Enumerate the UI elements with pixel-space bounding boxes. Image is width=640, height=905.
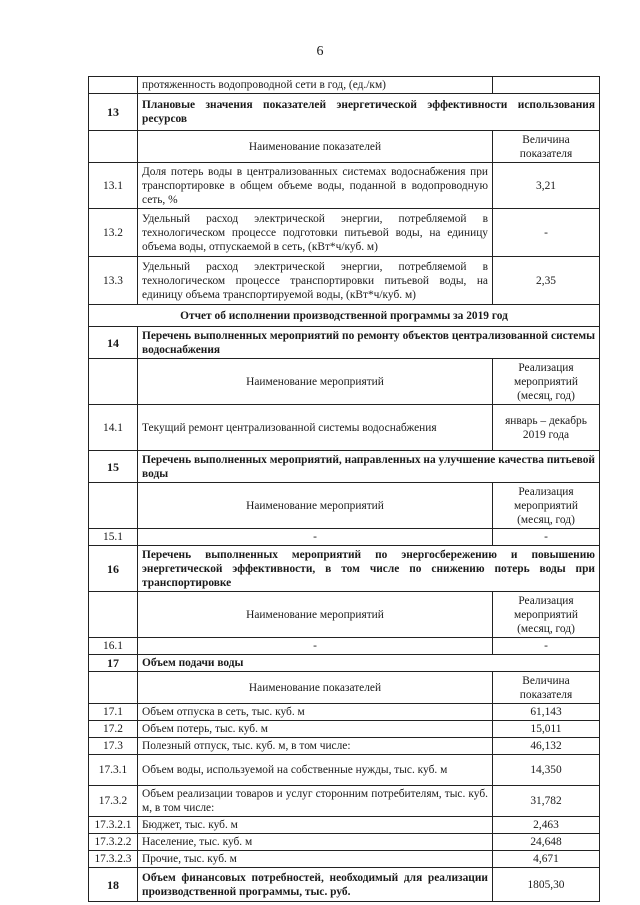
row-text: Объем отпуска в сеть, тыс. куб. м bbox=[138, 704, 493, 721]
continuation-text: протяженность водопроводной сети в год, (ед./км) bbox=[138, 77, 493, 94]
row-text: Доля потерь воды в централизованных системах водоснабжения при транспортировке в общем объеме воды, поданной в водопроводную сеть, % bbox=[138, 163, 493, 209]
row-text: Удельный расход электрической энергии, потребляемой в технологическом процессе транспортировки питьевой воды, на единицу объема транспортируемой воды, (кВт*ч/куб. м) bbox=[138, 257, 493, 305]
section-14-column-header bbox=[89, 359, 600, 405]
row-value: 4,671 bbox=[493, 851, 600, 868]
table-row bbox=[89, 738, 600, 755]
report-banner: Отчет об исполнении производственной программы за 2019 год bbox=[89, 305, 600, 327]
row-value: 24,648 bbox=[493, 834, 600, 851]
empty-num-cell bbox=[89, 483, 138, 529]
row-number: 13.2 bbox=[89, 209, 138, 257]
section-number: 13 bbox=[89, 94, 138, 131]
row-value: январь – декабрь 2019 года bbox=[493, 405, 600, 451]
row-text: Бюджет, тыс. куб. м bbox=[138, 817, 493, 834]
row-number: 17.2 bbox=[89, 721, 138, 738]
row-value: - bbox=[493, 638, 600, 655]
table-row bbox=[89, 851, 600, 868]
empty-num-cell bbox=[89, 592, 138, 638]
section-number: 18 bbox=[89, 868, 138, 902]
table-row bbox=[89, 704, 600, 721]
column-header-value: Реализация мероприятий (месяц, год) bbox=[493, 359, 600, 405]
section-16-header bbox=[89, 546, 600, 592]
row-value: 46,132 bbox=[493, 738, 600, 755]
table-row bbox=[89, 163, 600, 209]
empty-num-cell bbox=[89, 672, 138, 704]
production-program-table bbox=[88, 76, 600, 902]
row-number: 17.3.2.2 bbox=[89, 834, 138, 851]
section-title: Перечень выполненных мероприятий, направленных на улучшение качества питьевой воды bbox=[138, 451, 600, 483]
table-row bbox=[89, 755, 600, 786]
column-header-value: Величина показателя bbox=[493, 672, 600, 704]
section-title: Перечень выполненных мероприятий по энергосбережению и повышению энергетической эффективности, в том числе по снижению потерь воды при транспортировке bbox=[138, 546, 600, 592]
table-row bbox=[89, 817, 600, 834]
row-text: Текущий ремонт централизованной системы водоснабжения bbox=[138, 405, 493, 451]
column-header-name: Наименование мероприятий bbox=[138, 359, 493, 405]
table-row bbox=[89, 257, 600, 305]
row-text: - bbox=[138, 529, 493, 546]
section-13-header bbox=[89, 94, 600, 131]
continuation-row bbox=[89, 77, 600, 94]
empty-value-cell bbox=[493, 77, 600, 94]
section-title: Перечень выполненных мероприятий по ремонту объектов централизованной системы водоснабжения bbox=[138, 327, 600, 359]
row-number: 17.3.2.1 bbox=[89, 817, 138, 834]
section-title: Плановые значения показателей энергетической эффективности использования ресурсов bbox=[138, 94, 600, 131]
section-number: 14 bbox=[89, 327, 138, 359]
section-number: 15 bbox=[89, 451, 138, 483]
row-number: 17.3 bbox=[89, 738, 138, 755]
table-row bbox=[89, 638, 600, 655]
section-15-header bbox=[89, 451, 600, 483]
row-number: 17.3.2.3 bbox=[89, 851, 138, 868]
row-value: 31,782 bbox=[493, 786, 600, 817]
row-number: 16.1 bbox=[89, 638, 138, 655]
section-title: Объем подачи воды bbox=[138, 655, 600, 672]
row-value: - bbox=[493, 529, 600, 546]
section-13-column-header bbox=[89, 131, 600, 163]
row-text: Прочие, тыс. куб. м bbox=[138, 851, 493, 868]
section-17-header bbox=[89, 655, 600, 672]
column-header-name: Наименование показателей bbox=[138, 131, 493, 163]
row-value: 15,011 bbox=[493, 721, 600, 738]
section-number: 17 bbox=[89, 655, 138, 672]
row-number: 14.1 bbox=[89, 405, 138, 451]
section-15-column-header bbox=[89, 483, 600, 529]
row-text: Население, тыс. куб. м bbox=[138, 834, 493, 851]
table-row bbox=[89, 834, 600, 851]
table-row bbox=[89, 405, 600, 451]
row-text: Удельный расход электрической энергии, потребляемой в технологическом процессе подготовки питьевой воды, на единицу объема воды, отпускаемой в сеть, (кВт*ч/куб. м) bbox=[138, 209, 493, 257]
column-header-value: Реализация мероприятий (месяц, год) bbox=[493, 592, 600, 638]
empty-num-cell bbox=[89, 131, 138, 163]
row-text: Объем потерь, тыс. куб. м bbox=[138, 721, 493, 738]
row-value: - bbox=[493, 209, 600, 257]
row-text: Объем реализации товаров и услуг сторонним потребителям, тыс. куб. м, в том числе: bbox=[138, 786, 493, 817]
row-value: 61,143 bbox=[493, 704, 600, 721]
empty-num-cell bbox=[89, 359, 138, 405]
row-number: 13.3 bbox=[89, 257, 138, 305]
row-text: Объем воды, используемой на собственные нужды, тыс. куб. м bbox=[138, 755, 493, 786]
section-number: 16 bbox=[89, 546, 138, 592]
table-row bbox=[89, 721, 600, 738]
row-number: 13.1 bbox=[89, 163, 138, 209]
section-14-header bbox=[89, 327, 600, 359]
row-value: 2,35 bbox=[493, 257, 600, 305]
column-header-value: Реализация мероприятий (месяц, год) bbox=[493, 483, 600, 529]
row-value: 3,21 bbox=[493, 163, 600, 209]
column-header-value: Величина показателя bbox=[493, 131, 600, 163]
row-value: 14,350 bbox=[493, 755, 600, 786]
row-text: - bbox=[138, 638, 493, 655]
section-16-column-header bbox=[89, 592, 600, 638]
row-number: 17.3.2 bbox=[89, 786, 138, 817]
row-text: Полезный отпуск, тыс. куб. м, в том числе: bbox=[138, 738, 493, 755]
column-header-name: Наименование мероприятий bbox=[138, 592, 493, 638]
section-18-row bbox=[89, 868, 600, 902]
column-header-name: Наименование показателей bbox=[138, 672, 493, 704]
column-header-name: Наименование мероприятий bbox=[138, 483, 493, 529]
row-number: 17.3.1 bbox=[89, 755, 138, 786]
table-row bbox=[89, 209, 600, 257]
row-value: 1805,30 bbox=[493, 868, 600, 902]
page-number: 6 bbox=[316, 44, 324, 59]
report-banner-row bbox=[89, 305, 600, 327]
row-value: 2,463 bbox=[493, 817, 600, 834]
row-number: 17.1 bbox=[89, 704, 138, 721]
row-number: 15.1 bbox=[89, 529, 138, 546]
empty-num-cell bbox=[89, 77, 138, 94]
table-row bbox=[89, 786, 600, 817]
table-row bbox=[89, 529, 600, 546]
section-title: Объем финансовых потребностей, необходимый для реализации производственной программы, тыс. руб. bbox=[138, 868, 493, 902]
section-17-column-header bbox=[89, 672, 600, 704]
